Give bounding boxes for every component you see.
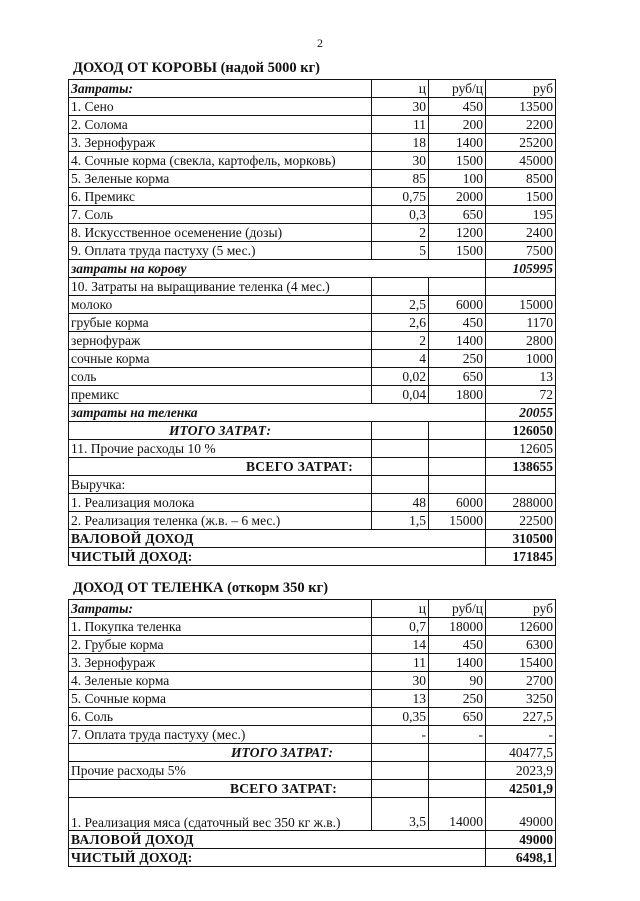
table-row — [69, 134, 556, 152]
item-quantity: 13 — [372, 690, 429, 708]
item-name: 4. Сочные корма (свекла, картофель, морковь) — [69, 152, 372, 170]
header-label: Затраты: — [69, 600, 372, 618]
grand-total-value: 42501,9 — [486, 780, 556, 798]
item-quantity: 0,7 — [372, 618, 429, 636]
item-sum: 288000 — [486, 494, 556, 512]
item-price: 650 — [429, 708, 486, 726]
item-name: 8. Искусственное осеменение (дозы) — [69, 224, 372, 242]
table-row — [69, 314, 556, 332]
item-quantity: 11 — [372, 654, 429, 672]
table-row — [69, 618, 556, 636]
subtotal-value: 20055 — [486, 404, 556, 422]
header-unit-rub: руб — [486, 600, 556, 618]
item-price: 450 — [429, 314, 486, 332]
calf-income-table — [68, 599, 556, 867]
net-income-row — [69, 849, 556, 867]
item-sum: 15400 — [486, 654, 556, 672]
cow-income-table — [68, 79, 556, 566]
item-quantity: 0,02 — [372, 368, 429, 386]
item-sum: 2400 — [486, 224, 556, 242]
other-costs-label: 11. Прочие расходы 10 % — [69, 440, 372, 458]
item-price: 650 — [429, 206, 486, 224]
table-row — [69, 224, 556, 242]
item-price: 1500 — [429, 242, 486, 260]
table-row — [69, 636, 556, 654]
table-row — [69, 170, 556, 188]
item-sum: 3250 — [486, 690, 556, 708]
item-name: 2. Солома — [69, 116, 372, 134]
item-name: 2. Реализация теленка (ж.в. – 6 мес.) — [69, 512, 372, 530]
table-row — [69, 368, 556, 386]
header-unit-quintal: ц — [372, 80, 429, 98]
item-quantity: 1,5 — [372, 512, 429, 530]
table-row — [69, 116, 556, 134]
item-quantity: 18 — [372, 134, 429, 152]
table-row — [69, 386, 556, 404]
total-row — [69, 422, 556, 440]
item-price: 1400 — [429, 332, 486, 350]
item-sum: 1170 — [486, 314, 556, 332]
table-row — [69, 242, 556, 260]
item-sum: 72 — [486, 386, 556, 404]
net-income-label: ЧИСТЫЙ ДОХОД: — [69, 849, 486, 867]
item-quantity: 30 — [372, 152, 429, 170]
table-header-row — [69, 80, 556, 98]
item-price: 450 — [429, 98, 486, 116]
table-row — [69, 332, 556, 350]
other-costs-row — [69, 440, 556, 458]
other-costs-value: 12605 — [486, 440, 556, 458]
calf-cost-header: 10. Затраты на выращивание теленка (4 мес.) — [69, 278, 372, 296]
item-quantity: 2,6 — [372, 314, 429, 332]
item-name: 3. Зернофураж — [69, 134, 372, 152]
item-quantity: 11 — [372, 116, 429, 134]
subtotal-label: затраты на корову — [69, 260, 486, 278]
item-name: 7. Соль — [69, 206, 372, 224]
item-sum: 227,5 — [486, 708, 556, 726]
other-costs-row — [69, 762, 556, 780]
subtotal-row — [69, 404, 556, 422]
item-quantity: 0,75 — [372, 188, 429, 206]
item-name: 6. Соль — [69, 708, 372, 726]
item-name: 5. Зеленые корма — [69, 170, 372, 188]
table-row — [69, 672, 556, 690]
net-income-value: 171845 — [486, 548, 556, 566]
table-row — [69, 296, 556, 314]
header-label: Затраты: — [69, 80, 372, 98]
gross-income-value: 310500 — [486, 530, 556, 548]
table-row — [69, 188, 556, 206]
item-name: 9. Оплата труда пастуху (5 мес.) — [69, 242, 372, 260]
item-sum: 22500 — [486, 512, 556, 530]
item-price: 1400 — [429, 134, 486, 152]
table-row — [69, 152, 556, 170]
item-price: 200 — [429, 116, 486, 134]
item-name: 6. Премикс — [69, 188, 372, 206]
item-quantity: 2,5 — [372, 296, 429, 314]
other-costs-value: 2023,9 — [486, 762, 556, 780]
item-sum: 25200 — [486, 134, 556, 152]
item-name: соль — [69, 368, 372, 386]
item-price: 90 — [429, 672, 486, 690]
item-price: 2000 — [429, 188, 486, 206]
item-price: 1800 — [429, 386, 486, 404]
table-row — [69, 690, 556, 708]
item-quantity: 30 — [372, 672, 429, 690]
item-quantity: 30 — [372, 98, 429, 116]
total-label: ИТОГО ЗАТРАТ: — [69, 744, 372, 762]
table-row — [69, 726, 556, 744]
item-sum: 2800 — [486, 332, 556, 350]
item-name: 5. Сочные корма — [69, 690, 372, 708]
subtotal-row — [69, 260, 556, 278]
item-name: зернофураж — [69, 332, 372, 350]
calf-section-title: ДОХОД ОТ ТЕЛЕНКА (откорм 350 кг) — [73, 580, 329, 596]
item-quantity: 2 — [372, 332, 429, 350]
grand-total-label: ВСЕГО ЗАТРАТ: — [69, 780, 372, 798]
item-sum: 7500 — [486, 242, 556, 260]
page-number: 2 — [317, 36, 323, 50]
item-price: 15000 — [429, 512, 486, 530]
net-income-row — [69, 548, 556, 566]
item-sum: 2700 — [486, 672, 556, 690]
item-sum: 45000 — [486, 152, 556, 170]
item-sum: - — [486, 726, 556, 744]
item-sum: 15000 — [486, 296, 556, 314]
item-sum: 13 — [486, 368, 556, 386]
item-price: - — [429, 726, 486, 744]
item-price: 1500 — [429, 152, 486, 170]
net-income-value: 6498,1 — [486, 849, 556, 867]
meat-sale-quantity: 3,5 — [372, 798, 429, 831]
item-quantity: 0,3 — [372, 206, 429, 224]
item-price: 450 — [429, 636, 486, 654]
item-name: грубые корма — [69, 314, 372, 332]
item-quantity: 85 — [372, 170, 429, 188]
gross-income-row — [69, 530, 556, 548]
item-price: 1200 — [429, 224, 486, 242]
item-price: 250 — [429, 690, 486, 708]
item-sum: 195 — [486, 206, 556, 224]
item-name: 4. Зеленые корма — [69, 672, 372, 690]
item-name: сочные корма — [69, 350, 372, 368]
item-name: премикс — [69, 386, 372, 404]
item-name: 3. Зернофураж — [69, 654, 372, 672]
gross-income-label: ВАЛОВОЙ ДОХОД — [69, 530, 486, 548]
item-name: 2. Грубые корма — [69, 636, 372, 654]
cow-section-title: ДОХОД ОТ КОРОВЫ (надой 5000 кг) — [73, 60, 320, 76]
meat-sale-price: 14000 — [429, 798, 486, 831]
table-header-row — [69, 600, 556, 618]
grand-total-row — [69, 780, 556, 798]
item-name: 1. Сено — [69, 98, 372, 116]
gross-income-value: 49000 — [486, 831, 556, 849]
total-value: 40477,5 — [486, 744, 556, 762]
item-name: 1. Реализация молока — [69, 494, 372, 512]
item-sum: 12600 — [486, 618, 556, 636]
item-sum: 6300 — [486, 636, 556, 654]
item-price: 6000 — [429, 494, 486, 512]
gross-income-label: ВАЛОВОЙ ДОХОД — [69, 831, 486, 849]
grand-total-row — [69, 458, 556, 476]
item-sum: 8500 — [486, 170, 556, 188]
item-sum: 1000 — [486, 350, 556, 368]
item-name: 7. Оплата труда пастуху (мес.) — [69, 726, 372, 744]
table-row — [69, 494, 556, 512]
item-quantity: 0,04 — [372, 386, 429, 404]
meat-sale-label: 1. Реализация мяса (сдаточный вес 350 кг ж.в.) — [69, 798, 372, 831]
meat-sale-sum: 49000 — [486, 798, 556, 831]
subtotal-value: 105995 — [486, 260, 556, 278]
item-price: 250 — [429, 350, 486, 368]
header-unit-price: руб/ц — [429, 600, 486, 618]
header-unit-rub: руб — [486, 80, 556, 98]
section-row — [69, 476, 556, 494]
header-unit-quintal: ц — [372, 600, 429, 618]
table-row — [69, 98, 556, 116]
section-row — [69, 278, 556, 296]
revenue-label: Выручка: — [69, 476, 372, 494]
item-name: молоко — [69, 296, 372, 314]
table-row — [69, 708, 556, 726]
table-row — [69, 798, 556, 831]
item-price: 1400 — [429, 654, 486, 672]
item-quantity: 2 — [372, 224, 429, 242]
item-sum: 1500 — [486, 188, 556, 206]
grand-total-label: ВСЕГО ЗАТРАТ: — [69, 458, 372, 476]
item-quantity: 0,35 — [372, 708, 429, 726]
item-price: 650 — [429, 368, 486, 386]
item-quantity: 5 — [372, 242, 429, 260]
item-sum: 2200 — [486, 116, 556, 134]
total-value: 126050 — [486, 422, 556, 440]
item-quantity: 48 — [372, 494, 429, 512]
table-row — [69, 654, 556, 672]
table-row — [69, 350, 556, 368]
header-unit-price: руб/ц — [429, 80, 486, 98]
item-price: 18000 — [429, 618, 486, 636]
total-label: ИТОГО ЗАТРАТ: — [69, 422, 372, 440]
gross-income-row — [69, 831, 556, 849]
other-costs-label: Прочие расходы 5% — [69, 762, 372, 780]
item-quantity: 14 — [372, 636, 429, 654]
item-quantity: - — [372, 726, 429, 744]
total-row — [69, 744, 556, 762]
item-price: 6000 — [429, 296, 486, 314]
net-income-label: ЧИСТЫЙ ДОХОД: — [69, 548, 486, 566]
item-sum: 13500 — [486, 98, 556, 116]
table-row — [69, 512, 556, 530]
table-row — [69, 206, 556, 224]
item-price: 100 — [429, 170, 486, 188]
subtotal-label: затраты на теленка — [69, 404, 486, 422]
grand-total-value: 138655 — [486, 458, 556, 476]
item-name: 1. Покупка теленка — [69, 618, 372, 636]
item-quantity: 4 — [372, 350, 429, 368]
